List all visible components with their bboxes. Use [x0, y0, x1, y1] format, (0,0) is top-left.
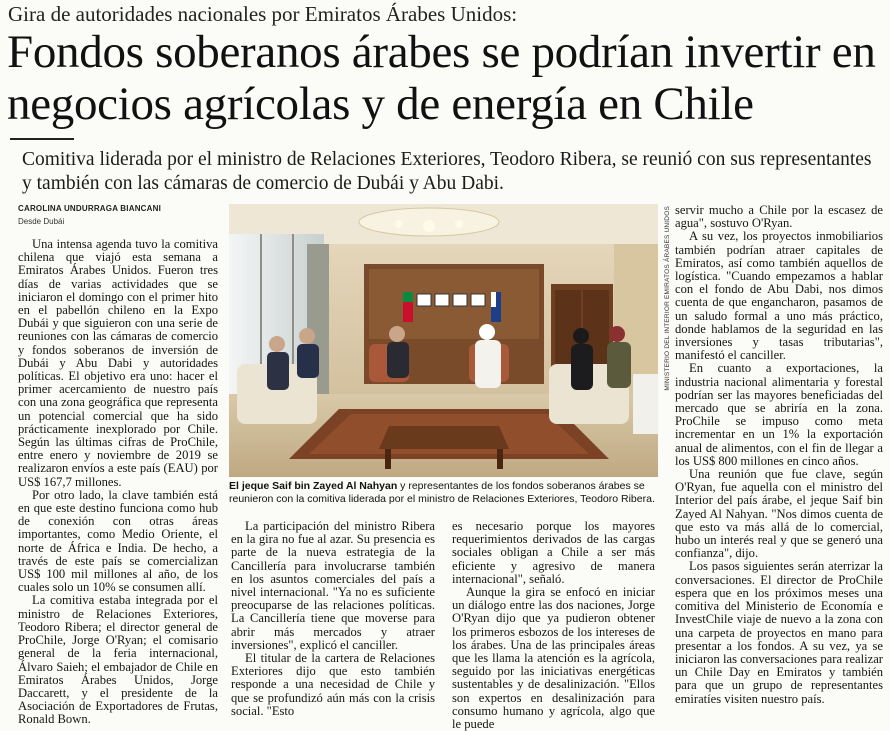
paragraph: La comitiva estaba integrada por el ministro de Relaciones Exteriores, Teodoro Ribera; el director general de ProChile, Jorge O'Ryan; el comisario general de la feria internacional, Álvaro Saieh; el embajador de Chile en Emiratos Árabes Unidos, Jorge Daccarett, y el presidente de la Asociación de Exportadores de Frutas, Ronald Bown.: [18, 593, 218, 727]
caption-lead: El jeque Saif bin Zayed Al Nahyan: [229, 480, 398, 492]
meeting-photo-illustration: [229, 204, 658, 477]
meeting-photo: [229, 204, 658, 477]
article-column-3: [452, 520, 655, 731]
paragraph: Aunque la gira se enfocó en iniciar un diálogo entre las dos naciones, Jorge O'Ryan dijo que ya pudieron obtener los primeros esbozos de los intereses de los árabes. Una de las principales áreas que les llama la atención es la agrícola, seguido por las iniciativas energéticas sustentables y de desalinización. "Ellos son expertos en desalinización para consumo humano y agrícola, algo que le puede: [452, 585, 655, 731]
paragraph: En cuanto a exportaciones, la industria nacional alimentaria y forestal podrían ser las mayores beneficiadas del mercado que se abriría en la zona. ProChile se impuso como meta incrementar en un 1% la exportación anual de alimentos, con el fin de llegar a los US$ 800 millones en cinco años.: [675, 361, 883, 468]
caption-text: y representantes de los fondos soberanos árabes se reunieron con la comitiva liderada por el ministro de Relaciones Exteriores, Teodoro Ribera.: [229, 480, 655, 505]
paragraph: Por otro lado, la clave también está en que este destino funciona como hub de conexión con otras áreas importantes, como Medio Oriente, el norte de África e India. De hecho, a través de este país se comercializan US$ 100 mil millones al año, de los cuales solo un 10% se consumen allí.: [18, 487, 218, 595]
article-headline: Fondos soberanos árabes se podrían invertir en negocios agrícolas y de energía en Chile: [7, 26, 876, 130]
article-dateline: Desde Dubái: [18, 217, 65, 226]
author-byline: CAROLINA UNDURRAGA BIANCANI: [18, 204, 162, 213]
paragraph: Una intensa agenda tuvo la comitiva chilena que viajó esta semana a Emiratos Árabes Unidos. Fueron tres días de varias actividades que se iniciaron el domingo con el primer hito en el pabellón chileno en la Expo Dubái y que siguieron con una serie de reuniones con las cámaras de comercio y fondos soberanos de inversión de Dubái y Abu Dabi y autoridades políticas. El objetivo era uno: hacer el primer acercamiento de nuestro país con una zona geográfica que representa un potencial comercial que ha sido prácticamente inexplorado por Chile. Según las últimas cifras de ProChile, entre enero y noviembre de 2019 se realizaron envíos a este país (EAU) por US$ 167,7 millones.: [18, 237, 218, 489]
article-subhead: Comitiva liderada por el ministro de Relaciones Exteriores, Teodoro Ribera, se reunió con sus representantes y también con las cámaras de comercio de Dubái y Abu Dabi.: [22, 149, 872, 194]
paragraph: servir mucho a Chile por la escasez de agua", sostuvo O'Ryan.: [675, 203, 883, 231]
article-column-1: [18, 238, 218, 727]
headline-divider: [10, 138, 74, 140]
paragraph: Una reunión que fue clave, según O'Ryan, fue aquella con el ministro del Interior del país árabe, el jeque Saif bin Zayed Al Nahyan. "Nos dimos cuenta de que esto va más allá de lo comercial, hubo un interés real y que se generó una confianza", dijo.: [675, 467, 883, 561]
article-kicker: Gira de autoridades nacionales por Emiratos Árabes Unidos:: [8, 2, 518, 26]
paragraph: La participación del ministro Ribera en la gira no fue al azar. Su presencia es parte de la nueva estrategia de la Cancillería para involucrarse también en los asuntos comerciales del país a nivel internacional. "Ya no es suficiente preocuparse de las relaciones políticas. La Cancillería tiene que moverse para abrir más mercados y atraer inversiones", explicó el canciller.: [231, 519, 435, 652]
article-column-2: [231, 520, 435, 718]
paragraph: A su vez, los proyectos inmobiliarios también podrían atraer capitales de Emiratos, así como también aquellos de logística. "Cuando empezamos a hablar con el fondo de Abu Dabi, nos dimos cuenta de que engancharon, pasamos de un saludo formal a uno más práctico, donde hablamos de la seguridad en las inversiones y tasas tributarias", manifestó el canciller.: [675, 229, 883, 363]
photo-caption: [229, 480, 661, 506]
paragraph: Los pasos siguientes serán aterrizar la conversaciones. El director de ProChile espera que en los próximos meses una comitiva del Ministerio de Economía e InvestChile viaje de nuevo a la zona con una carpeta de proyectos en mano para presentar a los fondos. A su vez, ya se iniciaron las conversaciones para realizar un Chile Day en Emiratos y también para que un grupo de representantes emiratíes visiten nuestro país.: [675, 559, 883, 706]
article-column-4: [675, 204, 883, 706]
photo-credit: MINISTERIO DEL INTERIOR EMIRATOS ÁRABES UNIDOS: [664, 206, 671, 391]
paragraph: es necesario porque los mayores requerimientos derivados de las cargas sociales obligan a Chile a ser más eficiente y agresivo de manera internacional", señaló.: [452, 519, 655, 586]
paragraph: El titular de la cartera de Relaciones Exteriores dijo que esto también responde a una necesidad de Chile y que se profundizó aún más con la crisis social. "Esto: [231, 651, 435, 718]
